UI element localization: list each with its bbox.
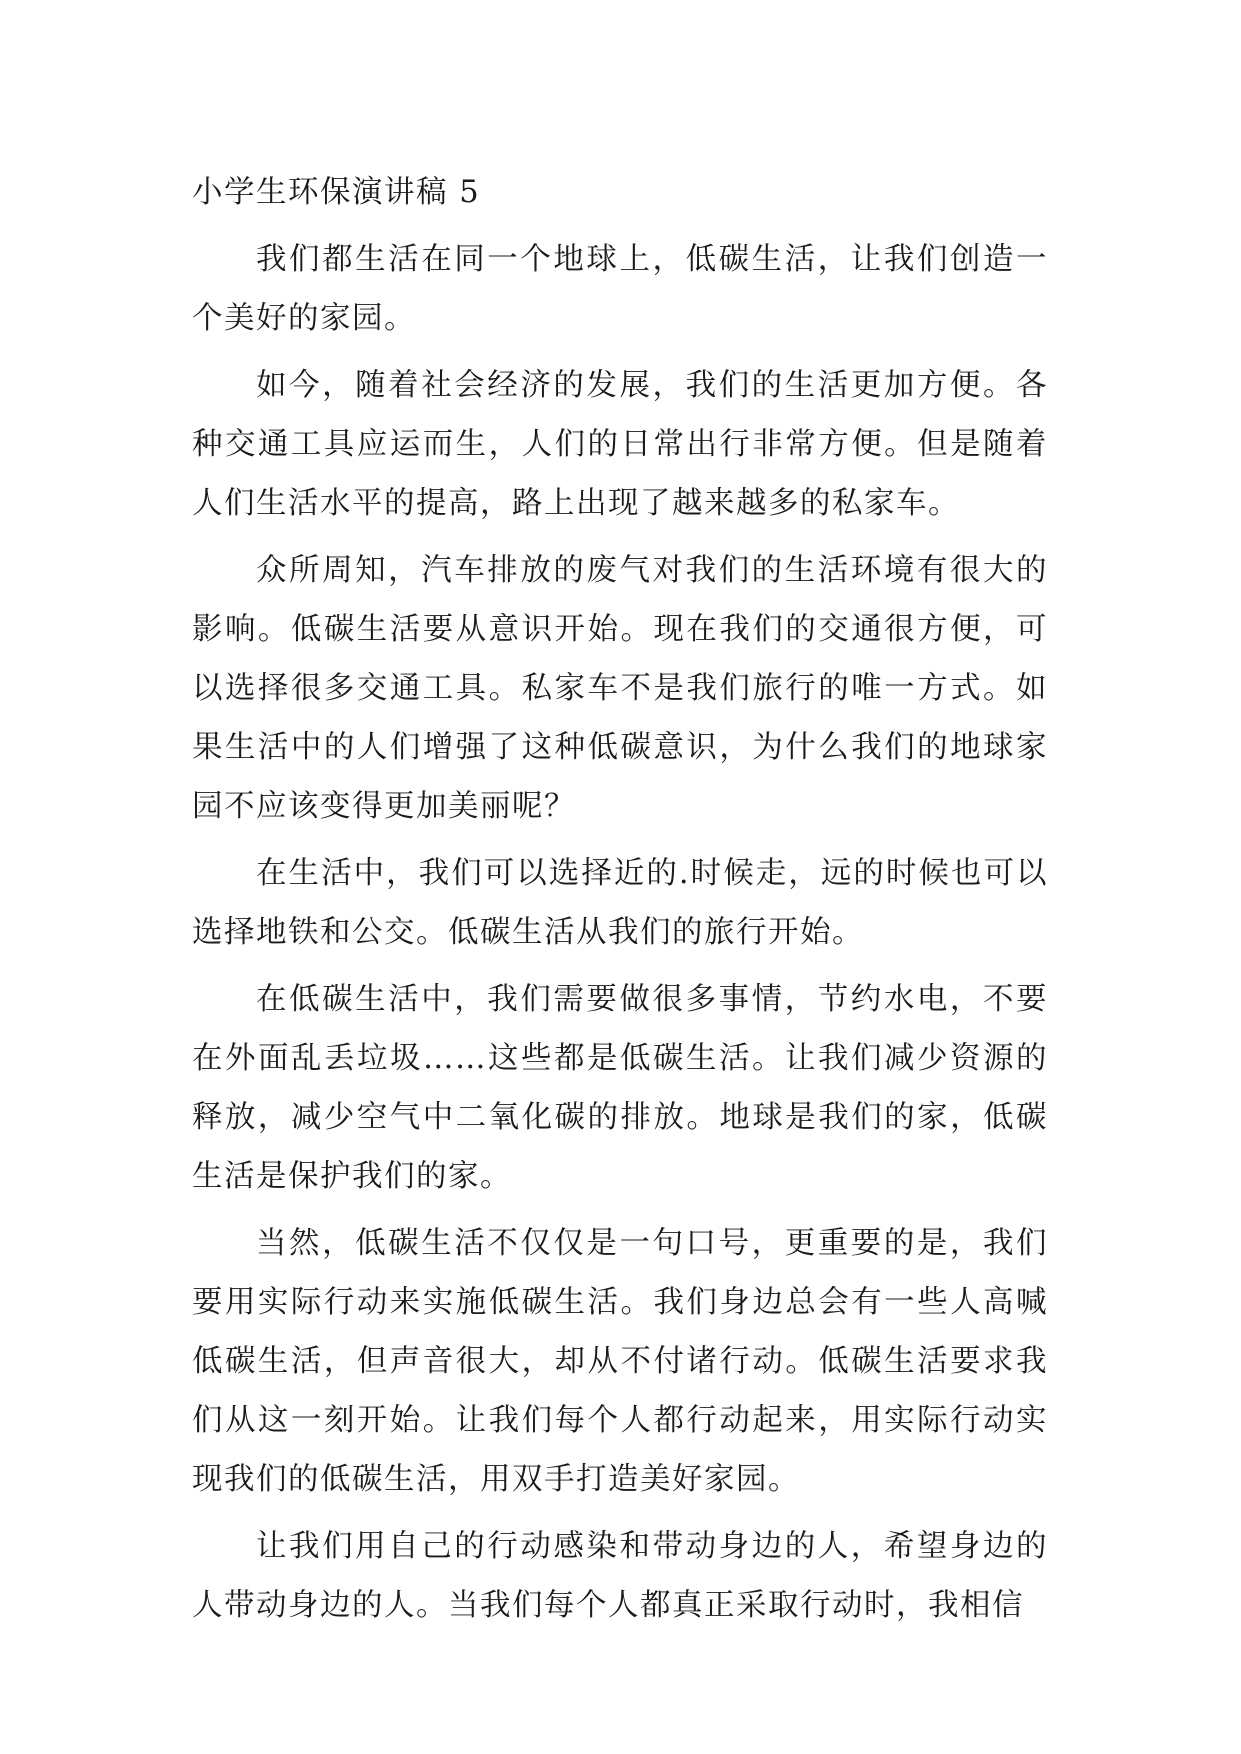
document-title: 小学生环保演讲稿 5 <box>192 175 481 210</box>
paragraph: 在生活中，我们可以选择近的.时候走，远的时候也可以选择地铁和公交。低碳生活从我们的旅行开始。 <box>192 856 1048 950</box>
paragraph: 在低碳生活中，我们需要做很多事情，节约水电，不要在外面乱丢垃圾……这些都是低碳生活。让我们减少资源的释放，减少空气中二氧化碳的排放。地球是我们的家，低碳生活是保护我们的家。 <box>192 982 1048 1194</box>
document-body <box>192 163 1048 1643</box>
paragraph: 众所周知，汽车排放的废气对我们的生活环境有很大的影响。低碳生活要从意识开始。现在我们的交通很方便，可以选择很多交通工具。私家车不是我们旅行的唯一方式。如果生活中的人们增强了这种低碳意识，为什么我们的地球家园不应该变得更加美丽呢？ <box>192 553 1048 824</box>
paragraph: 让我们用自己的行动感染和带动身边的人，希望身边的人带动身边的人。当我们每个人都真正采取行动时，我相信 <box>192 1529 1048 1623</box>
paragraph: 我们都生活在同一个地球上，低碳生活，让我们创造一个美好的家园。 <box>192 242 1048 336</box>
paragraph: 当然，低碳生活不仅仅是一句口号，更重要的是，我们要用实际行动来实施低碳生活。我们身边总会有一些人高喊低碳生活，但声音很大，却从不付诸行动。低碳生活要求我们从这一刻开始。让我们每个人都行动起来，用实际行动实现我们的低碳生活，用双手打造美好家园。 <box>192 1226 1048 1497</box>
paragraph: 如今，随着社会经济的发展，我们的生活更加方便。各种交通工具应运而生，人们的日常出行非常方便。但是随着人们生活水平的提高，路上出现了越来越多的私家车。 <box>192 368 1048 521</box>
